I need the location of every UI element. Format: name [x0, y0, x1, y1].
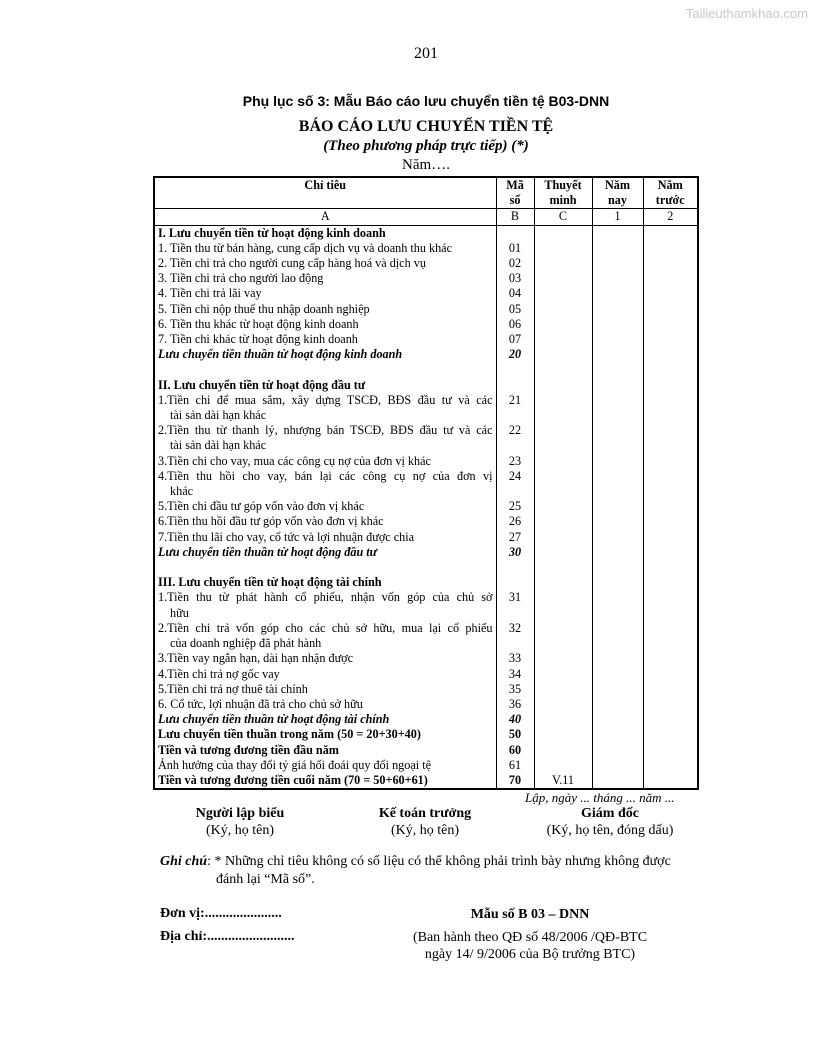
row-label [154, 590, 496, 620]
director-role: Giám đốc [581, 806, 639, 821]
row-note [534, 347, 592, 362]
row-current-year [592, 347, 643, 362]
row-code: 02 [496, 256, 534, 271]
row-label [154, 241, 496, 256]
row-current-year [592, 286, 643, 301]
accountant-role: Kế toán trưởng [378, 806, 472, 821]
row-prior-year [643, 241, 698, 256]
row-code: 26 [496, 514, 534, 529]
row-prior-year [643, 560, 698, 575]
row-note [534, 393, 592, 423]
footnote-label: Ghi chú [160, 854, 208, 869]
row-label-line: 3. Tiền chi trả cho người lao động [158, 271, 324, 286]
row-code: 20 [496, 347, 534, 362]
row-current-year [592, 271, 643, 286]
row-current-year [592, 621, 643, 651]
row-current-year [592, 773, 643, 789]
row-current-year [592, 727, 643, 742]
footnote-line1: : * Những chỉ tiêu không có số liệu có thể không phải trình bày nhưng không được [207, 854, 671, 869]
row-current-year [592, 575, 643, 590]
row-prior-year [643, 347, 698, 362]
table-row [154, 393, 698, 423]
row-label [154, 621, 496, 651]
row-code: 30 [496, 545, 534, 560]
row-label [154, 271, 496, 286]
row-current-year [592, 332, 643, 347]
row-label-line: 2.Tiền chi trả vốn góp cho các chủ sở hữu, mua lại cổ phiếu [158, 620, 493, 635]
row-code: 50 [496, 727, 534, 742]
row-note: V.11 [534, 773, 592, 789]
row-prior-year [643, 256, 698, 271]
row-prior-year [643, 773, 698, 789]
row-label [154, 256, 496, 271]
row-label-line: 1.Tiền chi để mua sắm, xây dựng TSCĐ, BĐS đầu tư và các [158, 392, 493, 407]
row-prior-year [643, 332, 698, 347]
row-current-year [592, 423, 643, 453]
row-prior-year [643, 423, 698, 453]
row-label-line: 4.Tiền chi trả nợ gốc vay [158, 666, 280, 681]
row-prior-year [643, 575, 698, 590]
row-note [534, 651, 592, 666]
row-current-year [592, 393, 643, 423]
row-code: 27 [496, 530, 534, 545]
table-row [154, 712, 698, 727]
row-note [534, 332, 592, 347]
row-note [534, 727, 592, 742]
row-prior-year [643, 302, 698, 317]
row-note [534, 317, 592, 332]
row-label [154, 727, 496, 742]
row-note [534, 378, 592, 393]
row-label-line: 2.Tiền thu từ thanh lý, nhượng bán TSCĐ, BĐS đầu tư và các [158, 423, 493, 438]
unit-field: Đơn vị:...................... [160, 906, 282, 921]
row-label [154, 773, 496, 789]
preparer-role: Người lập biểu [195, 806, 285, 821]
report-subtitle: (Theo phương pháp trực tiếp) (*) [323, 138, 529, 154]
row-label-line: Lưu chuyển tiền thuần từ hoạt động tài chính [158, 712, 390, 727]
row-label-line: 3.Tiền chi cho vay, mua các công cụ nợ của đơn vị khác [158, 453, 431, 468]
row-label [154, 560, 496, 575]
table-row [154, 545, 698, 560]
row-label [154, 393, 496, 423]
table-row [154, 727, 698, 742]
table-row [154, 332, 698, 347]
row-label [154, 530, 496, 545]
row-note [534, 423, 592, 453]
table-row [154, 241, 698, 256]
table-row [154, 758, 698, 773]
row-prior-year [643, 499, 698, 514]
row-label-line: 3.Tiền vay ngắn hạn, dài hạn nhận được [158, 651, 354, 666]
row-label [154, 362, 496, 377]
report-title: BÁO CÁO LƯU CHUYỂN TIỀN TỆ [298, 118, 554, 135]
row-label [154, 469, 496, 499]
row-prior-year [643, 590, 698, 620]
row-label-continuation: hữu [170, 605, 189, 620]
row-code: 06 [496, 317, 534, 332]
accountant-signature-block [365, 805, 485, 839]
table-row [154, 621, 698, 651]
row-label-line: II. Lưu chuyển tiền từ hoạt động đầu tư [158, 377, 366, 392]
row-current-year [592, 302, 643, 317]
row-code [496, 378, 534, 393]
row-label [154, 514, 496, 529]
row-label-line: 5. Tiền chi nộp thuế thu nhập doanh nghiệp [158, 301, 370, 316]
row-note [534, 590, 592, 620]
row-code: 61 [496, 758, 534, 773]
cash-flow-table [153, 176, 699, 790]
table-row [154, 560, 698, 575]
watermark-text: Tailieuthamkhao.com [685, 6, 808, 21]
row-prior-year [643, 682, 698, 697]
row-code: 31 [496, 590, 534, 620]
row-current-year [592, 454, 643, 469]
table-body [154, 225, 698, 789]
row-note [534, 758, 592, 773]
row-current-year [592, 378, 643, 393]
table-row [154, 514, 698, 529]
row-code: 04 [496, 286, 534, 301]
row-current-year [592, 499, 643, 514]
row-label [154, 332, 496, 347]
table-row [154, 773, 698, 789]
row-prior-year [643, 225, 698, 241]
row-prior-year [643, 712, 698, 727]
row-current-year [592, 530, 643, 545]
row-code [496, 225, 534, 241]
row-code [496, 560, 534, 575]
row-label [154, 286, 496, 301]
row-label-line: Lưu chuyển tiền thuần trong năm (50 = 20+30+40) [158, 727, 421, 742]
preparer-sign-hint: (Ký, họ tên) [205, 823, 275, 838]
row-label-line: 4. Tiền chi trả lãi vay [158, 286, 262, 301]
accountant-sign-hint: (Ký, họ tên) [390, 823, 460, 838]
address-field: Địa chỉ:......................... [160, 929, 295, 944]
row-current-year [592, 758, 643, 773]
row-label [154, 423, 496, 453]
table-row [154, 286, 698, 301]
row-prior-year [643, 286, 698, 301]
row-code: 22 [496, 423, 534, 453]
row-label-line: 6.Tiền thu hồi đầu tư góp vốn vào đơn vị khác [158, 514, 384, 529]
row-prior-year [643, 362, 698, 377]
row-code: 33 [496, 651, 534, 666]
row-code: 70 [496, 773, 534, 789]
row-code [496, 362, 534, 377]
row-label [154, 697, 496, 712]
row-label-line: Tiền và tương đương tiền cuối năm (70 = 50+60+61) [158, 772, 428, 787]
row-code: 21 [496, 393, 534, 423]
row-label [154, 454, 496, 469]
row-prior-year [643, 545, 698, 560]
row-prior-year [643, 758, 698, 773]
row-label-line: 4.Tiền thu hồi cho vay, bán lại các công cụ nợ của đơn vị [158, 468, 493, 483]
row-prior-year [643, 454, 698, 469]
row-label-continuation: khác [170, 484, 194, 499]
row-current-year [592, 225, 643, 241]
row-prior-year [643, 530, 698, 545]
table-row [154, 682, 698, 697]
table-row [154, 590, 698, 620]
row-note [534, 256, 592, 271]
row-current-year [592, 590, 643, 620]
row-code: 34 [496, 667, 534, 682]
row-code [496, 575, 534, 590]
row-current-year [592, 317, 643, 332]
row-label [154, 667, 496, 682]
row-prior-year [643, 514, 698, 529]
table-row [154, 499, 698, 514]
header-chi-tieu: Chỉ tiêu [154, 177, 496, 209]
row-label-line: 7. Tiền chi khác từ hoạt động kinh doanh [158, 332, 358, 347]
table-row [154, 530, 698, 545]
row-prior-year [643, 317, 698, 332]
row-label-line: Ảnh hưởng của thay đổi tỷ giá hối đoái quy đổi ngoại tệ [158, 757, 432, 772]
row-label-line: 7.Tiền thu lãi cho vay, cổ tức và lợi nhuận được chia [158, 529, 415, 544]
table-row [154, 743, 698, 758]
table-header-row [154, 177, 698, 209]
row-prior-year [643, 271, 698, 286]
row-note [534, 682, 592, 697]
row-code: 32 [496, 621, 534, 651]
table-row [154, 575, 698, 590]
row-label [154, 712, 496, 727]
row-current-year [592, 667, 643, 682]
row-label-line: Lưu chuyển tiền thuần từ hoạt động đầu tư [158, 544, 377, 559]
row-prior-year [643, 393, 698, 423]
table-row [154, 271, 698, 286]
row-label [154, 682, 496, 697]
table-row [154, 302, 698, 317]
row-prior-year [643, 469, 698, 499]
table-row [154, 378, 698, 393]
row-label [154, 378, 496, 393]
row-label-continuation: tài sản dài hạn khác [170, 438, 267, 453]
table-row [154, 651, 698, 666]
report-year: Năm…. [402, 157, 450, 173]
row-code: 25 [496, 499, 534, 514]
row-current-year [592, 697, 643, 712]
row-note [534, 241, 592, 256]
row-code: 05 [496, 302, 534, 317]
row-label-line: 5.Tiền chi trả nợ thuê tài chính [158, 681, 308, 696]
row-label [154, 225, 496, 241]
row-note [534, 667, 592, 682]
row-code: 03 [496, 271, 534, 286]
row-label-line: Lưu chuyển tiền thuần từ hoạt động kinh doanh [158, 347, 403, 362]
row-note [534, 499, 592, 514]
form-code: Mẫu số B 03 – DNN [470, 907, 590, 922]
table-row [154, 423, 698, 453]
footnote [160, 853, 700, 889]
row-label-line: 6. Tiền thu khác từ hoạt động kinh doanh [158, 316, 359, 331]
decree-line-1: (Ban hành theo QĐ số 48/2006 /QĐ-BTC [412, 930, 648, 945]
row-note [534, 697, 592, 712]
row-note [534, 514, 592, 529]
decree-info [385, 929, 675, 963]
row-label-continuation: tài sản dài hạn khác [170, 408, 267, 423]
row-code: 07 [496, 332, 534, 347]
row-label-line: I. Lưu chuyển tiền từ hoạt động kinh doanh [158, 225, 386, 240]
table-letter-row [154, 209, 698, 225]
row-note [534, 362, 592, 377]
letter-cell: 1 [592, 209, 643, 225]
row-current-year [592, 743, 643, 758]
footnote-line2: đánh lại “Mã số”. [216, 872, 315, 887]
row-current-year [592, 682, 643, 697]
row-note [534, 530, 592, 545]
header-nam-truoc: Năm trước [643, 177, 698, 209]
row-label-line [158, 362, 493, 377]
director-sign-hint: (Ký, họ tên, đóng dấu) [546, 823, 674, 838]
row-note [534, 545, 592, 560]
row-code: 23 [496, 454, 534, 469]
row-note [534, 469, 592, 499]
row-code: 24 [496, 469, 534, 499]
letter-cell: B [496, 209, 534, 225]
table-row [154, 469, 698, 499]
row-prior-year [643, 667, 698, 682]
row-code: 40 [496, 712, 534, 727]
row-code: 35 [496, 682, 534, 697]
row-note [534, 560, 592, 575]
row-prior-year [643, 378, 698, 393]
row-label [154, 302, 496, 317]
row-label-line: 5.Tiền chi đầu tư góp vốn vào đơn vị khác [158, 499, 365, 514]
letter-cell: 2 [643, 209, 698, 225]
row-current-year [592, 256, 643, 271]
row-current-year [592, 560, 643, 575]
table-row [154, 347, 698, 362]
row-note [534, 621, 592, 651]
decree-line-2: ngày 14/ 9/2006 của Bộ trưởng BTC) [424, 947, 636, 962]
row-code: 01 [496, 241, 534, 256]
table-row [154, 317, 698, 332]
table-row [154, 362, 698, 377]
row-code: 60 [496, 743, 534, 758]
table-row [154, 667, 698, 682]
row-current-year [592, 545, 643, 560]
row-label [154, 347, 496, 362]
letter-cell: A [154, 209, 496, 225]
row-prior-year [643, 651, 698, 666]
table-row [154, 256, 698, 271]
row-current-year [592, 362, 643, 377]
row-label [154, 545, 496, 560]
row-label-line: Tiền và tương đương tiền đầu năm [158, 742, 339, 757]
row-label [154, 758, 496, 773]
row-current-year [592, 241, 643, 256]
row-prior-year [643, 697, 698, 712]
row-note [534, 743, 592, 758]
row-prior-year [643, 621, 698, 651]
row-label-continuation: của doanh nghiệp đã phát hành [170, 636, 322, 651]
row-note [534, 302, 592, 317]
row-note [534, 454, 592, 469]
header-ma-so: Mã số [496, 177, 534, 209]
row-current-year [592, 712, 643, 727]
row-label-line: 2. Tiền chi trả cho người cung cấp hàng hoá và dịch vụ [158, 256, 426, 271]
row-label [154, 499, 496, 514]
appendix-title: Phụ lục số 3: Mẫu Báo cáo lưu chuyển tiền tệ B03-DNN [242, 93, 610, 109]
row-note [534, 286, 592, 301]
row-prior-year [643, 727, 698, 742]
letter-cell: C [534, 209, 592, 225]
signature-date-line: Lập, ngày ... tháng ... năm ... [525, 790, 675, 805]
row-note [534, 271, 592, 286]
row-code: 36 [496, 697, 534, 712]
header-thuyet-minh: Thuyết minh [534, 177, 592, 209]
row-label-line: 1. Tiền thu từ bán hàng, cung cấp dịch vụ và doanh thu khác [158, 240, 452, 255]
row-label [154, 317, 496, 332]
row-note [534, 712, 592, 727]
row-current-year [592, 469, 643, 499]
director-signature-block [530, 805, 690, 839]
row-note [534, 575, 592, 590]
table-row [154, 454, 698, 469]
row-label-line [158, 560, 493, 575]
row-label [154, 575, 496, 590]
table-row [154, 697, 698, 712]
row-label-line: 6. Cổ tức, lợi nhuận đã trả cho chủ sở hữu [158, 696, 363, 711]
page-number: 201 [414, 45, 438, 62]
row-current-year [592, 514, 643, 529]
row-label [154, 743, 496, 758]
row-label-line: 1.Tiền thu từ phát hành cổ phiếu, nhận vốn góp của chủ sở [158, 590, 493, 605]
preparer-signature-block [185, 805, 295, 839]
table-row [154, 225, 698, 241]
row-note [534, 225, 592, 241]
header-nam-nay: Năm nay [592, 177, 643, 209]
row-label [154, 651, 496, 666]
row-label-line: III. Lưu chuyển tiền từ hoạt động tài chính [158, 575, 382, 590]
row-current-year [592, 651, 643, 666]
row-prior-year [643, 743, 698, 758]
